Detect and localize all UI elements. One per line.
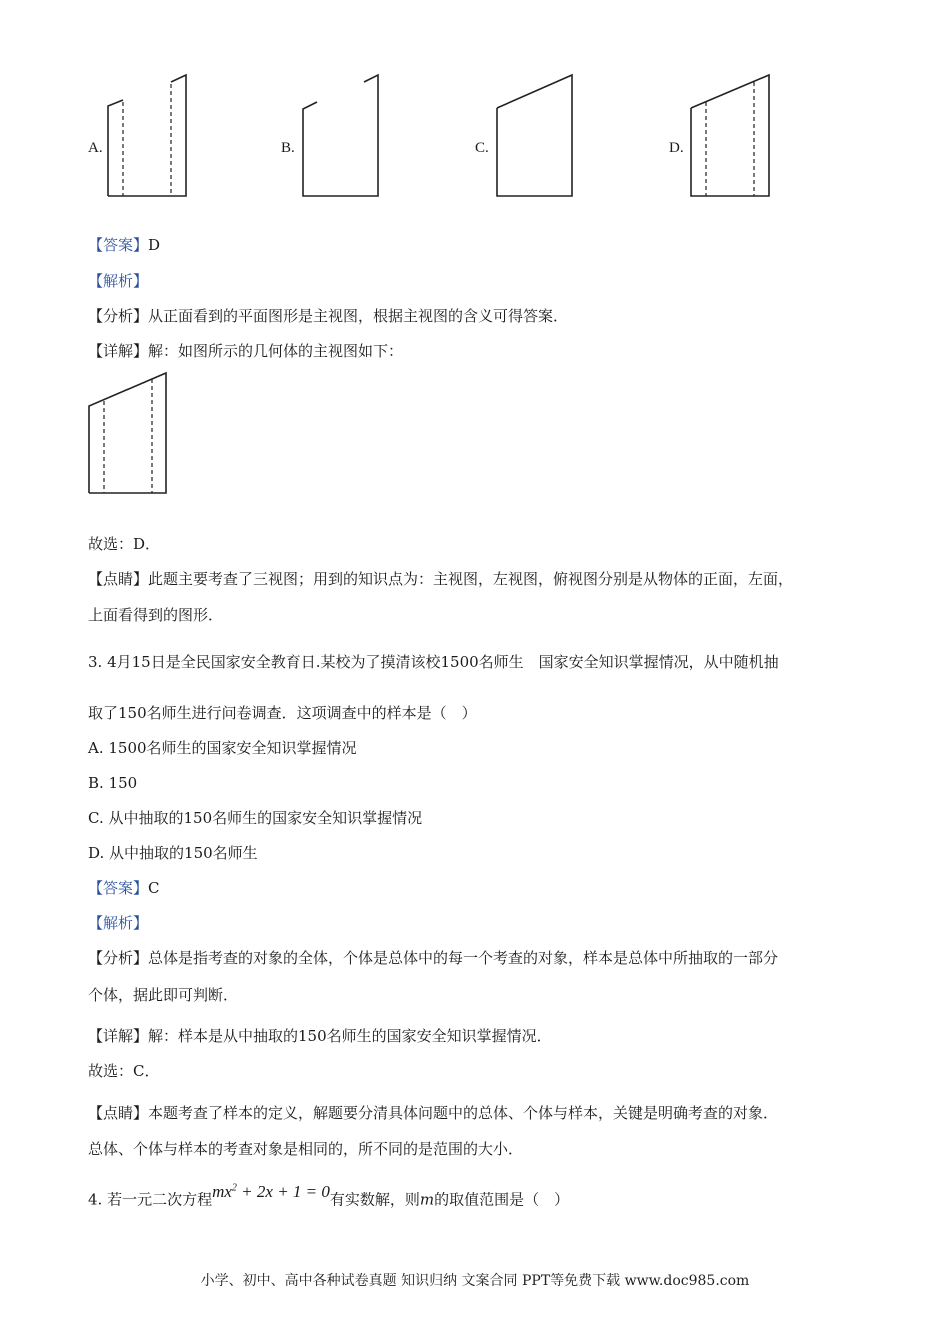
xiangjie-tag: 【详解】: [88, 1027, 149, 1045]
option-b-label: B.: [281, 140, 295, 156]
q4-var-m: m: [419, 1190, 435, 1209]
option-c-figure: [494, 72, 584, 202]
q2-answer-line: [88, 235, 160, 255]
q2-analysis-line: [88, 271, 148, 291]
q2-xiangjie-line: [88, 341, 403, 361]
dianjing-text: 本题考查了样本的定义，解题要分清具体问题中的总体、个体与样本，关键是明确考查的对象．: [148, 1104, 779, 1122]
q2-fenxi-line: [88, 306, 568, 326]
q3-option-c: C. 从中抽取的150名师生的国家安全知识掌握情况: [88, 809, 423, 827]
page-footer: 小学、初中、高中各种试卷真题 知识归纳 文案合同 PPT等免费下载 www.doc985.com: [200, 1273, 750, 1289]
q4-stem-mid: 有实数解，则: [329, 1190, 420, 1209]
fenxi-tag: 【分析】: [88, 949, 149, 967]
q3-stem-line-2: 取了150名师生进行问卷调查．这项调查中的样本是（ ）: [88, 704, 477, 722]
option-d-label: D.: [669, 140, 684, 156]
q4-stem-line: [88, 1181, 570, 1210]
fenxi-tag: 【分析】: [88, 307, 149, 325]
q4-stem-suffix: 的取值范围是（ ）: [434, 1190, 570, 1209]
q2-dianjing-line-2: 上面看得到的图形．: [88, 606, 224, 624]
q3-option-d: D. 从中抽取的150名师生: [88, 844, 258, 862]
solution-front-view-figure: [86, 370, 176, 500]
eq-rest: + 2x + 1 = 0: [236, 1181, 330, 1201]
dianjing-text: 此题主要考查了三视图；用到的知识点为：主视图，左视图，俯视图分别是从物体的正面，左面，: [148, 570, 794, 588]
xiangjie-tag: 【详解】: [88, 342, 149, 360]
q4-stem-prefix: 4. 若一元二次方程: [88, 1190, 213, 1209]
analysis-tag: 【解析】: [88, 272, 149, 290]
q3-answer-line: [88, 878, 160, 898]
q3-option-b: B. 150: [88, 774, 138, 792]
answer-tag: 【答案】: [88, 236, 149, 254]
q2-choice-line: 故选：D．: [88, 535, 161, 553]
q3-fenxi-line-2: 个体，据此即可判断．: [88, 986, 239, 1004]
q4-equation: [212, 1182, 330, 1201]
q2-dianjing-line-1: [88, 569, 793, 589]
q3-option-a: A. 1500名师生的国家安全知识掌握情况: [88, 739, 357, 757]
answer-value: C: [148, 879, 160, 897]
xiangjie-text: 解：样本是从中抽取的150名师生的国家安全知识掌握情况．: [148, 1027, 552, 1045]
q3-choice-line: 故选：C．: [88, 1062, 160, 1080]
analysis-tag: 【解析】: [88, 914, 149, 932]
fenxi-text: 从正面看到的平面图形是主视图，根据主视图的含义可得答案．: [148, 307, 569, 325]
q3-analysis-line: [88, 913, 148, 933]
option-a-label: A.: [88, 140, 103, 156]
q3-fenxi-line-1: [88, 948, 778, 968]
eq-m: mx: [212, 1181, 232, 1201]
option-a-figure: [105, 72, 195, 202]
q3-xiangjie-line: [88, 1026, 552, 1046]
dianjing-tag: 【点睛】: [88, 1104, 149, 1122]
dianjing-tag: 【点睛】: [88, 570, 149, 588]
option-b-figure: [300, 72, 390, 202]
q3-dianjing-line-1: [88, 1103, 778, 1123]
fenxi-text: 总体是指考查的对象的全体，个体是总体中的每一个考查的对象，样本是总体中所抽取的一部分: [148, 949, 779, 967]
q3-stem-line-1: 3. 4月15日是全民国家安全教育日.某校为了摸清该校1500名师生 国家安全知识掌握情况，从中随机抽: [88, 653, 779, 671]
eq-exp: 2: [231, 1182, 237, 1193]
answer-value: D: [148, 236, 161, 254]
xiangjie-text: 解：如图所示的几何体的主视图如下：: [148, 342, 404, 360]
answer-tag: 【答案】: [88, 879, 149, 897]
option-d-figure: [688, 72, 778, 202]
q3-dianjing-line-2: 总体、个体与样本的考查对象是相同的，所不同的是范围的大小．: [88, 1140, 524, 1158]
option-c-label: C.: [475, 140, 489, 156]
